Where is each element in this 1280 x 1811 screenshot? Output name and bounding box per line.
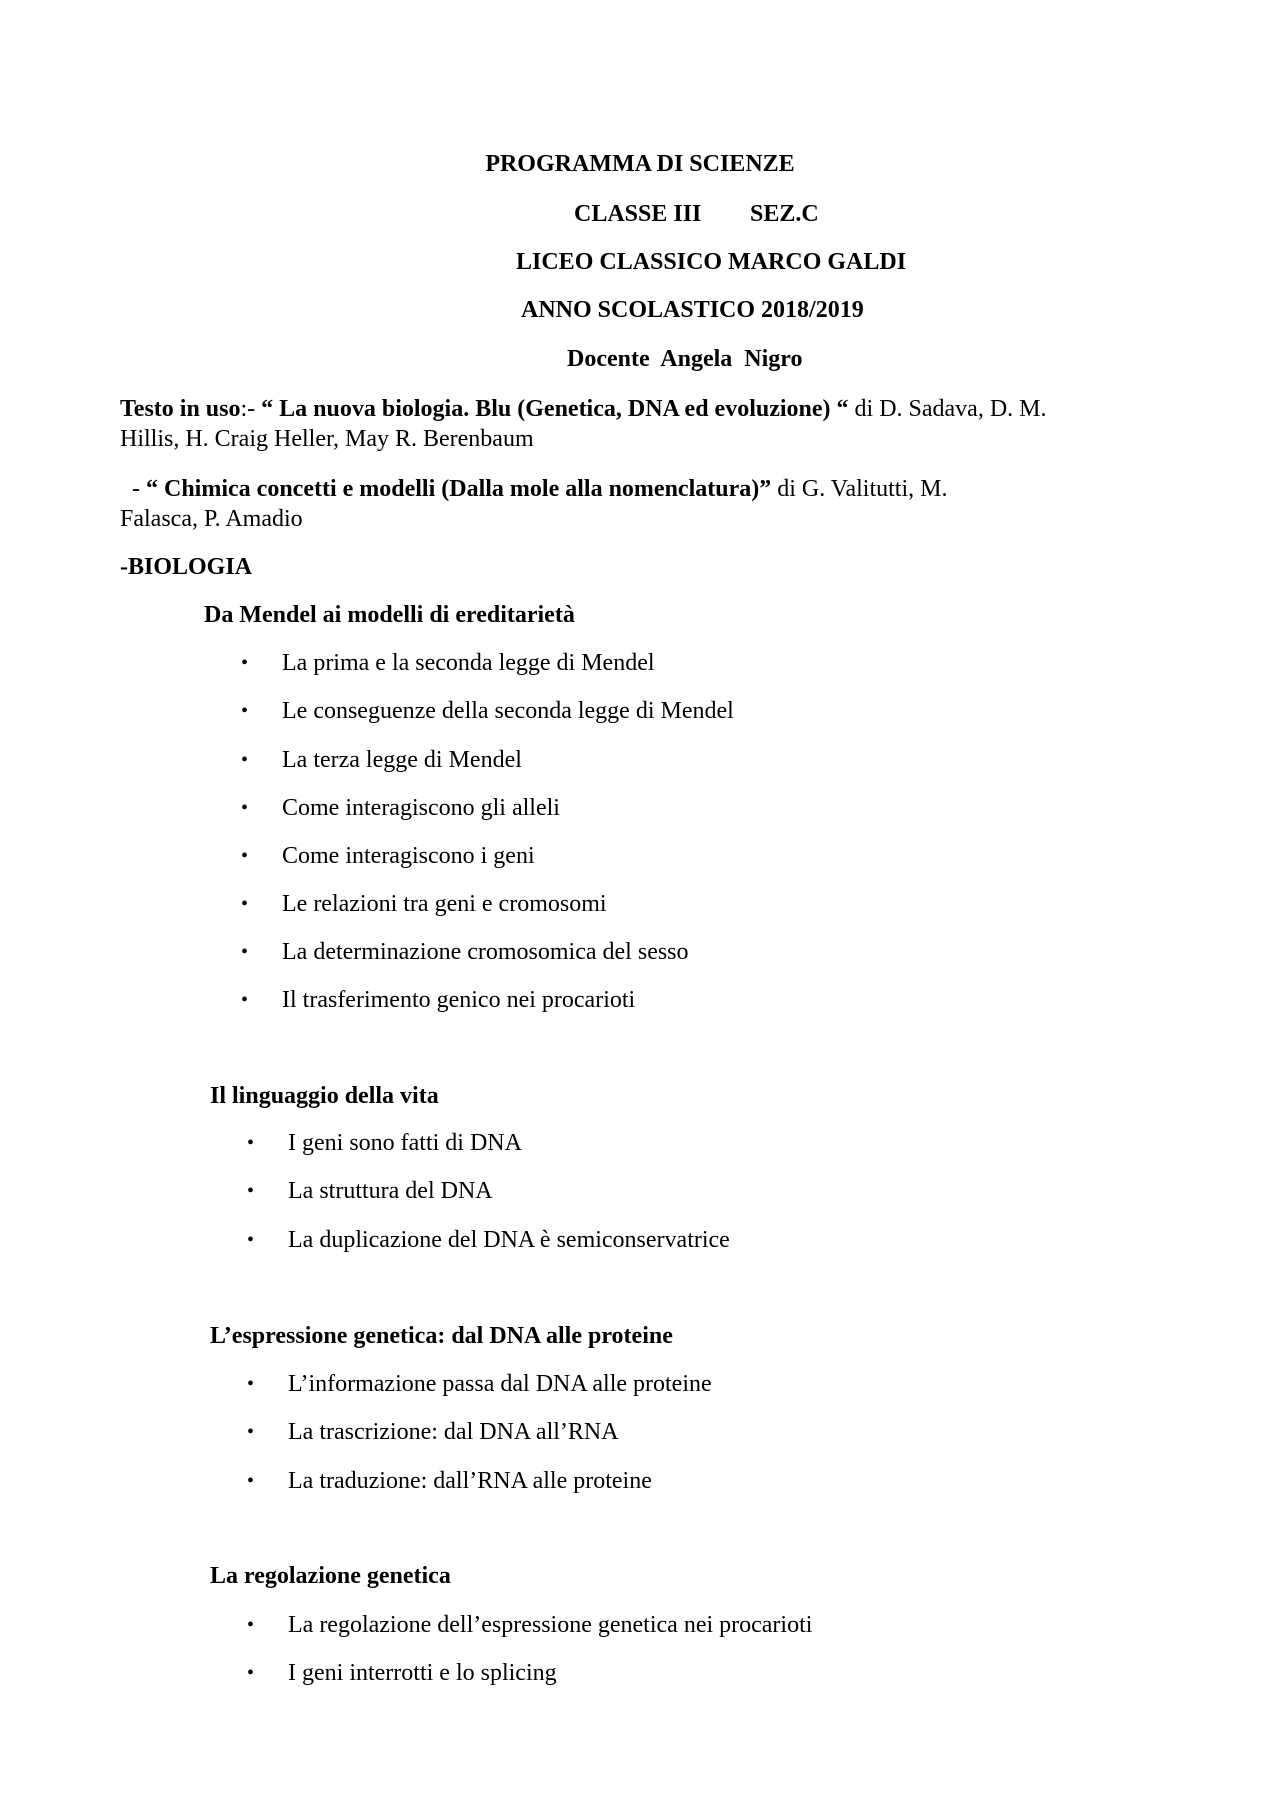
school-year: ANNO SCOLASTICO 2018/2019 <box>521 297 864 323</box>
class-label: CLASSE III <box>574 201 702 227</box>
biologia-heading: -BIOLOGIA <box>120 554 253 580</box>
list-item: L’informazione passa dal DNA alle proteine <box>288 1371 712 1397</box>
section-title: Da Mendel ai modelli di ereditarietà <box>204 602 575 628</box>
school-name: LICEO CLASSICO MARCO GALDI <box>516 249 907 275</box>
list-item: La struttura del DNA <box>288 1178 493 1204</box>
textbook-2 <box>120 474 1140 534</box>
list-item: I geni interrotti e lo splicing <box>288 1660 557 1686</box>
list-item: Come interagiscono i geni <box>282 843 535 869</box>
bullet-icon: • <box>247 1614 255 1636</box>
list-item: La determinazione cromosomica del sesso <box>282 939 689 965</box>
section-title: La regolazione genetica <box>210 1563 451 1589</box>
list-item: La terza legge di Mendel <box>282 747 522 773</box>
bullet-icon: • <box>241 845 249 867</box>
bullet-icon: • <box>247 1421 255 1443</box>
bullet-icon: • <box>241 893 249 915</box>
bullet-icon: • <box>247 1373 255 1395</box>
list-item: La trascrizione: dal DNA all’RNA <box>288 1419 619 1445</box>
list-item: La regolazione dell’espressione genetica nei procarioti <box>288 1612 813 1638</box>
list-item: La prima e la seconda legge di Mendel <box>282 650 655 676</box>
bullet-icon: • <box>241 941 249 963</box>
list-item: Come interagiscono gli alleli <box>282 795 560 821</box>
section-label: SEZ.C <box>750 201 819 227</box>
bullet-icon: • <box>247 1470 255 1492</box>
textbook-2-authors: di G. Valitutti, M. <box>771 476 948 502</box>
program-title: PROGRAMMA DI SCIENZE <box>485 151 795 177</box>
textbook-label: Testo in uso <box>120 396 241 422</box>
list-item: I geni sono fatti di DNA <box>288 1130 522 1156</box>
list-item: Le relazioni tra geni e cromosomi <box>282 891 607 917</box>
textbook-1-authors: di D. Sadava, D. M. <box>848 396 1047 422</box>
bullet-icon: • <box>241 652 249 674</box>
textbook-2-authors-cont: Falasca, P. Amadio <box>120 506 303 532</box>
textbook-1-title: “ La nuova biologia. Blu (Genetica, DNA ed evoluzione) “ <box>261 396 849 422</box>
bullet-icon: • <box>247 1180 255 1202</box>
list-item: La duplicazione del DNA è semiconservatrice <box>288 1227 730 1253</box>
textbook-2-title: “ Chimica concetti e modelli (Dalla mole alla nomenclatura)” <box>146 476 772 502</box>
teacher-name: Docente Angela Nigro <box>567 346 803 372</box>
textbook-1 <box>120 394 1140 454</box>
section-title: Il linguaggio della vita <box>210 1083 439 1109</box>
list-item: Le conseguenze della seconda legge di Mendel <box>282 698 734 724</box>
list-item: Il trasferimento genico nei procarioti <box>282 987 636 1013</box>
section-title: L’espressione genetica: dal DNA alle proteine <box>210 1323 673 1349</box>
bullet-icon: • <box>241 749 249 771</box>
textbook-1-authors-cont: Hillis, H. Craig Heller, May R. Berenbaum <box>120 426 534 452</box>
bullet-icon: • <box>241 797 249 819</box>
bullet-icon: • <box>241 989 249 1011</box>
textbook-2-prefix: - <box>120 476 146 502</box>
bullet-icon: • <box>247 1229 255 1251</box>
bullet-icon: • <box>247 1132 255 1154</box>
bullet-icon: • <box>247 1662 255 1684</box>
list-item: La traduzione: dall’RNA alle proteine <box>288 1468 652 1494</box>
bullet-icon: • <box>241 700 249 722</box>
textbook-sep: :- <box>240 396 262 422</box>
